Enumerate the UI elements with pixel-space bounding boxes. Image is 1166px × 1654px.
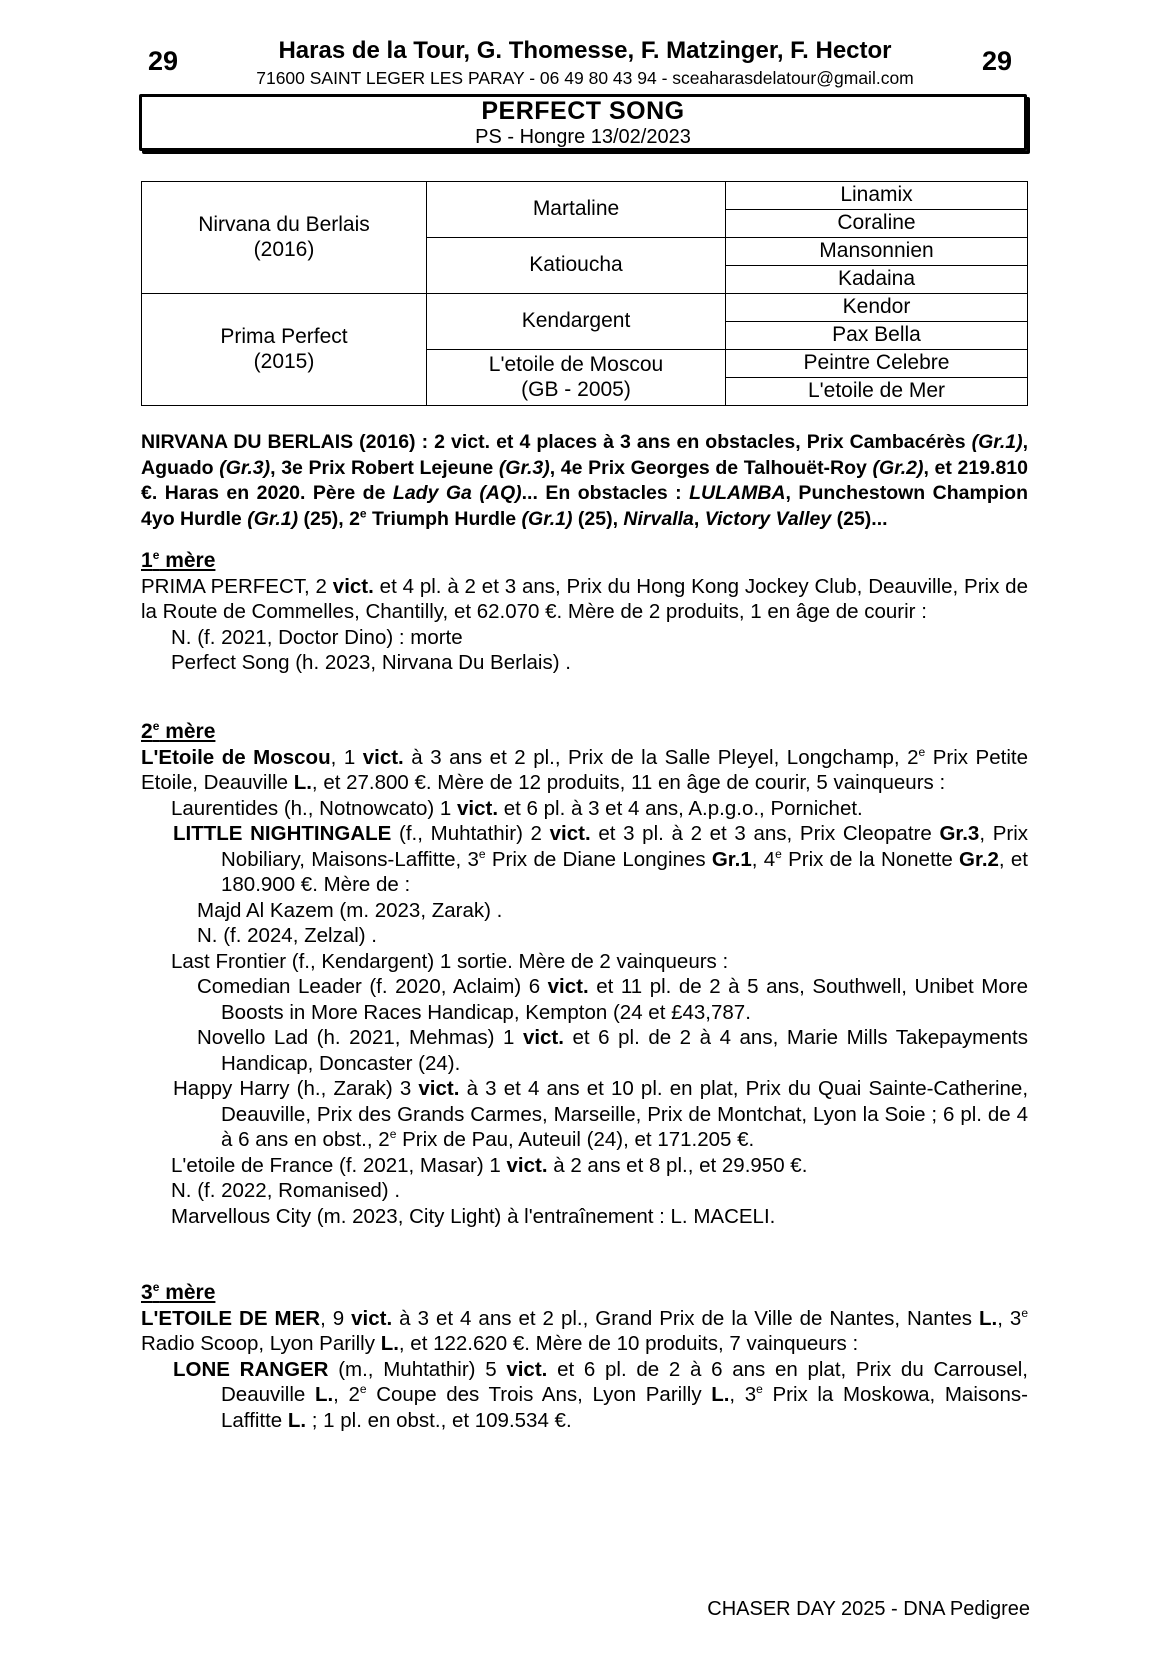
dam-dam-name: L'etoile de Moscou <box>488 353 664 377</box>
text: , 3 <box>997 1306 1022 1330</box>
text-bold: L. <box>314 1383 334 1406</box>
product-last-frontier: Last Frontier (f., Kendargent) 1 sortie. Mère de 2 vainqueurs : <box>171 949 729 973</box>
sire-text: (25)... <box>831 507 888 530</box>
text: (f., Muhtathir) 2 <box>391 822 550 845</box>
text-bold: vict. <box>506 1357 548 1381</box>
first-dam-description <box>141 574 1028 625</box>
text-sup: e <box>918 744 926 759</box>
text: Prix de Pau, Auteuil (24), et 171.205 €. <box>396 1128 755 1151</box>
pedigree-sire-sire: Martaline <box>427 182 726 238</box>
heading-sup: e <box>152 548 160 562</box>
heading-num: 2 <box>141 720 153 743</box>
text: et 6 pl. de 2 à 6 ans en plat, Prix du Carrousel, Deauville <box>221 1357 1029 1406</box>
text: Prix de la Nonette <box>781 847 960 871</box>
text: , 9 <box>320 1306 352 1330</box>
text-bold: vict. <box>351 1306 393 1330</box>
heading-text: mère <box>159 549 216 572</box>
pedigree-sire-dam: Katioucha <box>427 238 726 294</box>
text: et 11 pl. de 2 à 5 ans, Southwell, Unibet More Boosts in More Races Handicap, Kempton (24 et £43,787. <box>221 975 1028 1024</box>
pedigree-table <box>141 181 1028 406</box>
heading-text: mère <box>159 720 216 743</box>
text: Laurentides (h., Notnowcato) 1 <box>171 796 458 820</box>
text: à 2 ans et 8 pl., et 29.950 €. <box>547 1153 808 1177</box>
pedigree-gg-8: L'etoile de Mer <box>726 378 1028 406</box>
sire-text: , <box>693 507 705 530</box>
sire-text: , 4e Prix Georges de Talhouët-Roy <box>549 456 873 479</box>
second-dam-section <box>141 719 1028 1229</box>
heading-text: mère <box>159 1281 216 1304</box>
pedigree-gg-5: Kendor <box>726 294 1028 322</box>
sire-text: , Punchestown Champion 4yo Hurdle <box>141 482 1028 530</box>
pedigree-sire <box>142 182 427 294</box>
third-dam-name: L'ETOILE DE MER <box>141 1306 321 1330</box>
text-sup: e <box>756 1382 763 1397</box>
sire-text-italic: Victory Valley <box>704 507 832 530</box>
first-dam-product-1: N. (f. 2021, Doctor Dino) : morte <box>171 625 463 649</box>
text-bold: vict. <box>418 1077 460 1100</box>
text-bold: Gr.3 <box>939 822 980 845</box>
consignor-address: 71600 SAINT LEGER LES PARAY - 06 49 80 43 94 - sceaharasdelatour@gmail.com <box>256 68 914 88</box>
horse-title-box <box>139 94 1027 151</box>
sire-text: ... En obstacles : <box>521 482 690 504</box>
sire-name: Nirvana du Berlais <box>198 213 370 237</box>
dam-name: Prima Perfect <box>220 325 348 349</box>
sire-text-italic: (Gr.2) <box>872 456 924 479</box>
product-majd: Majd Al Kazem (m. 2023, Zarak) . <box>197 898 503 922</box>
sire-text: Triumph Hurdle <box>366 507 522 530</box>
third-dam-description <box>141 1306 1028 1357</box>
sire-text-italic: Nirvalla <box>623 507 694 530</box>
text: Radio Scoop, Lyon Parilly <box>141 1332 381 1355</box>
text-bold: Gr.1 <box>711 847 752 871</box>
text-bold: vict. <box>457 796 499 820</box>
third-dam-section <box>141 1280 1028 1433</box>
sire-text-sup: e <box>359 506 367 520</box>
pedigree-dam-sire: Kendargent <box>427 294 726 350</box>
first-dam-section <box>141 548 1028 676</box>
heading-sup: e <box>152 1280 160 1294</box>
text: Comedian Leader (f. 2020, Aclaim) 6 <box>197 975 548 998</box>
pedigree-gg-1: Linamix <box>726 182 1028 210</box>
text-bold: vict. <box>547 975 589 998</box>
text: PRIMA PERFECT, 2 <box>141 574 333 598</box>
consignor-name: Haras de la Tour, G. Thomesse, F. Matzinger, F. Hector <box>278 37 892 64</box>
text-sup: e <box>775 846 782 861</box>
text: et 6 pl. de 2 à 4 ans, Marie Mills Takepayments Handicap, Doncaster (24). <box>221 1026 1028 1075</box>
text: à 3 ans et 2 pl., Prix de la Salle Pleyel, Longchamp, 2 <box>403 745 919 769</box>
sire-text: , et 219.810 €. Haras en 2020. Père de <box>141 456 1028 504</box>
heading-num: 1 <box>141 549 153 572</box>
text: L'etoile de France (f. 2021, Masar) 1 <box>171 1153 507 1177</box>
text: Novello Lad (h. 2021, Mehmas) 1 <box>197 1026 523 1049</box>
sire-text-italic: (Gr.1) <box>247 507 299 530</box>
text: Prix de Diane Longines <box>485 847 712 871</box>
text-bold: L. <box>711 1383 730 1406</box>
product-laurentides <box>141 796 1028 822</box>
pedigree-gg-7: Peintre Celebre <box>726 350 1028 378</box>
lot-number-left: 29 <box>148 46 179 76</box>
sire-year: (2016) <box>253 237 315 261</box>
sire-text-italic: (Gr.3) <box>219 456 271 479</box>
pedigree-dam <box>142 294 427 406</box>
text: , et 27.800 €. Mère de 12 produits, 11 en âge de courir, 5 vainqueurs : <box>311 771 946 794</box>
text: , et 180.900 €. Mère de : <box>221 847 1028 896</box>
text: , 2 <box>333 1383 360 1406</box>
text-bold: L. <box>979 1306 998 1330</box>
sire-text: (25), 2 <box>298 507 360 530</box>
text: , Prix Nobiliary, Maisons-Laffitte, 3 <box>221 822 1028 871</box>
product-marvellous-city: Marvellous City (m. 2023, City Light) à l'entraînement : L. MACELI. <box>171 1204 776 1228</box>
text-bold: vict. <box>549 822 591 845</box>
pedigree-gg-6: Pax Bella <box>726 322 1028 350</box>
sire-text-italic: Lady Ga (AQ) <box>392 482 522 504</box>
sire-text-italic: (Gr.1) <box>971 431 1023 453</box>
text-bold: vict. <box>522 1026 564 1049</box>
first-dam-heading <box>141 548 1028 574</box>
text: ; 1 pl. en obst., et 109.534 €. <box>306 1408 572 1432</box>
text-bold: vict. <box>506 1153 548 1177</box>
third-dam-heading <box>141 1280 1028 1306</box>
text: (m., Muhtathir) 5 <box>328 1357 507 1381</box>
text: , 3 <box>729 1383 757 1406</box>
first-dam-product-2: Perfect Song (h. 2023, Nirvana Du Berlais) . <box>171 651 571 674</box>
dam-dam-info: (GB - 2005) <box>521 377 631 401</box>
text-sup: e <box>389 1127 397 1142</box>
product-name: LITTLE NIGHTINGALE <box>173 822 392 845</box>
text-sup: e <box>1021 1305 1028 1320</box>
text: Prix Petite Etoile, Deauville <box>141 745 1028 794</box>
text: à 3 et 4 ans et 2 pl., Grand Prix de la Ville de Nantes, Nantes <box>392 1306 979 1330</box>
text-bold: L. <box>380 1332 399 1355</box>
pedigree-gg-2: Coraline <box>726 210 1028 238</box>
text: , et 122.620 €. Mère de 10 produits, 7 vainqueurs : <box>398 1332 859 1355</box>
product-happy-harry <box>141 1076 1028 1153</box>
product-little-nightingale <box>141 821 1028 898</box>
text: , 4 <box>751 847 776 871</box>
second-dam-name: L'Etoile de Moscou <box>141 745 331 769</box>
text-sup: e <box>478 846 486 861</box>
product-lone-ranger <box>141 1357 1028 1434</box>
product-n-2024: N. (f. 2024, Zelzal) . <box>197 924 378 947</box>
sire-text: , Aguado <box>141 431 1028 479</box>
product-name: LONE RANGER <box>173 1357 329 1381</box>
second-dam-heading <box>141 719 1028 745</box>
text: Prix la Moskowa, Maisons-Laffitte <box>221 1383 1029 1432</box>
text: à 3 et 4 ans et 10 pl. en plat, Prix du Quai Sainte-Catherine, Deauville, Prix des Grands Carmes, Marseille, Prix de Montchat, Lyon la Soie ; 6 pl. de 4 à 6 ans en obst., 2 <box>221 1077 1029 1151</box>
text-bold: vict. <box>362 745 404 769</box>
text-bold: L. <box>293 771 312 794</box>
dam-year: (2015) <box>253 349 315 373</box>
sire-description <box>141 430 1028 532</box>
text: et 3 pl. à 2 et 3 ans, Prix Cleopatre <box>590 822 940 845</box>
sire-text-italic: (Gr.1) <box>521 507 573 530</box>
horse-info: PS - Hongre 13/02/2023 <box>475 126 691 148</box>
lot-number-right: 29 <box>982 46 1013 76</box>
text: et 6 pl. à 3 et 4 ans, A.p.g.o., Pornichet. <box>498 796 863 820</box>
product-comedian-leader <box>141 974 1028 1025</box>
text: Happy Harry (h., Zarak) 3 <box>173 1077 419 1100</box>
second-dam-description <box>141 745 1028 796</box>
heading-num: 3 <box>141 1281 153 1304</box>
sire-text: , 3e Prix Robert Lejeune <box>270 456 499 479</box>
text: , 1 <box>330 745 363 769</box>
text: Coupe des Trois Ans, Lyon Parilly <box>366 1383 712 1406</box>
text-bold: vict. <box>332 574 374 598</box>
pedigree-gg-3: Mansonnien <box>726 238 1028 266</box>
pedigree-gg-4: Kadaina <box>726 266 1028 294</box>
horse-name: PERFECT SONG <box>481 97 685 125</box>
text-bold: L. <box>287 1408 307 1432</box>
sire-text: NIRVANA DU BERLAIS (2016) : 2 vict. et 4 places à 3 ans en obstacles, Prix Cambacérès <box>141 431 972 453</box>
page-footer: CHASER DAY 2025 - DNA Pedigree <box>707 1598 1030 1620</box>
product-n-2022: N. (f. 2022, Romanised) . <box>171 1179 401 1202</box>
text: et 4 pl. à 2 et 3 ans, Prix du Hong Kong Jockey Club, Deauville, Prix de la Route de Commelles, Chantilly, et 62.070 €. Mère de 2 produits, 1 en âge de courir : <box>141 574 1028 623</box>
product-etoile-de-france <box>141 1153 1028 1179</box>
product-novello-lad <box>141 1025 1028 1076</box>
heading-sup: e <box>152 719 160 733</box>
sire-text-italic: (Gr.3) <box>498 456 550 479</box>
text-bold: Gr.2 <box>959 847 999 871</box>
sire-text: (25), <box>572 507 624 530</box>
text-sup: e <box>359 1382 367 1397</box>
sire-text-italic: LULAMBA <box>689 482 786 504</box>
pedigree-dam-dam <box>427 350 726 406</box>
